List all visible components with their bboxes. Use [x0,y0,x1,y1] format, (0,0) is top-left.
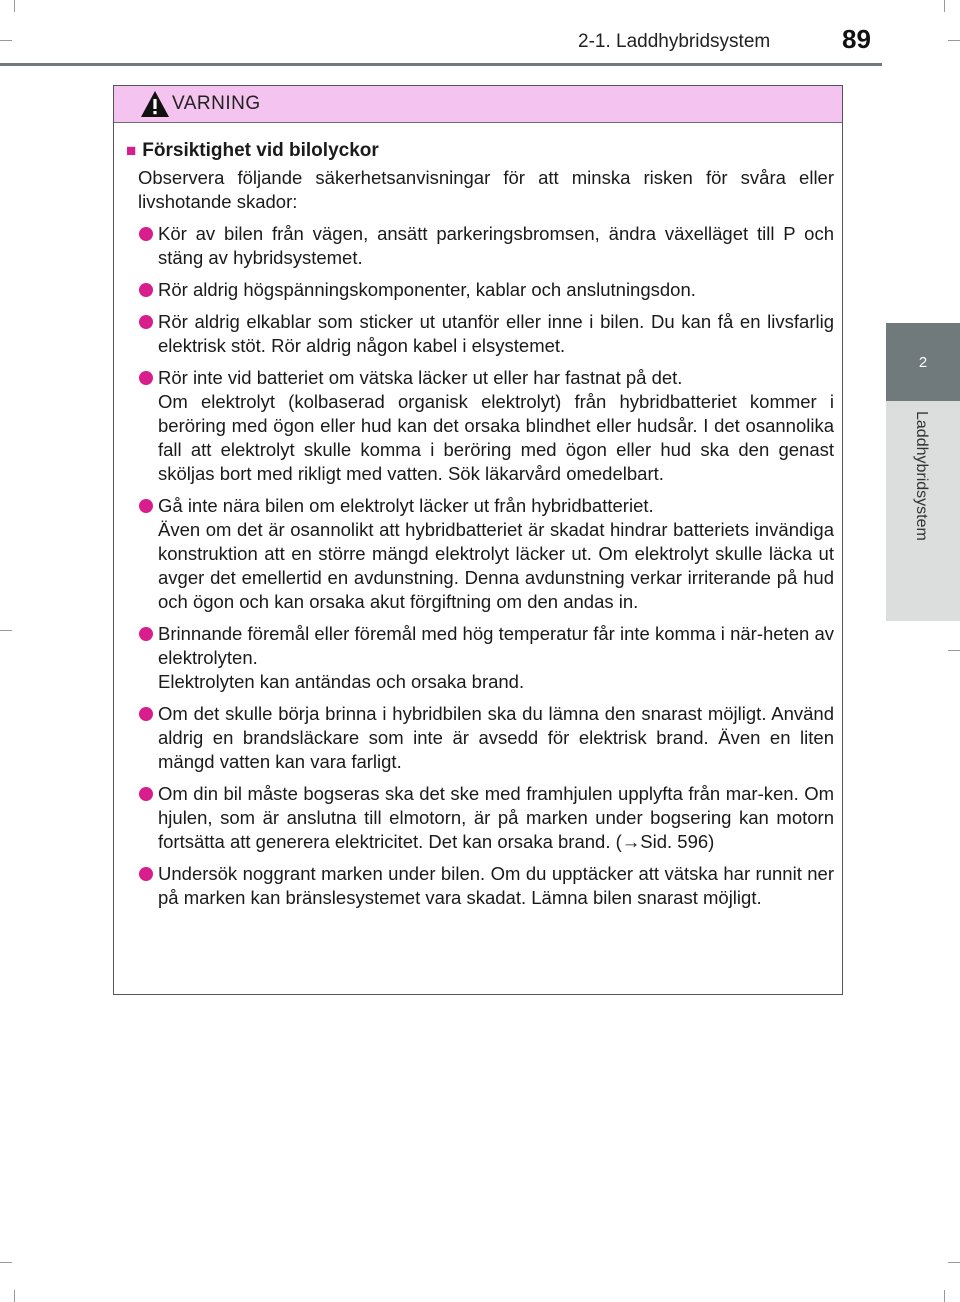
bullet-text: Elektrolyten kan antändas och orsaka brand. [158,671,525,692]
bullet-item [126,702,834,774]
bullet-item [126,310,834,358]
bullet-text: Kör av bilen från vägen, ansätt parkeringsbromsen, ändra växelläget till P och stäng av hybridsystemet. [158,223,834,268]
bullet-text: Rör inte vid batteriet om vätska läcker ut eller har fastnat på det. [158,367,683,388]
warning-label: VARNING [172,93,261,114]
bullet-text: Brinnande föremål eller föremål med hög temperatur får inte komma i när-heten av elektrolyten. [158,623,834,668]
bullet-text: Rör aldrig elkablar som sticker ut utanför eller inne i bilen. Du kan få en livsfarlig elektrisk stöt. Rör aldrig någon kabel i elsystemet. [158,311,834,356]
crop-mark [0,630,12,631]
bullet-item [126,622,834,694]
bullet-dot-icon [139,499,153,513]
crop-mark [0,1262,12,1263]
crop-mark [948,1262,960,1263]
bullet-item [126,366,834,486]
crop-mark [0,40,12,41]
bullet-dot-icon [139,227,153,241]
bullet-text: Undersök noggrant marken under bilen. Om du upptäcker att vätska har runnit ner på marken kan bränslesystemet vara skadat. Lämna bilen snarast möjligt. [158,863,834,908]
bullet-item [126,278,834,302]
bullet-dot-icon [139,371,153,385]
bullet-dot-icon [139,315,153,329]
chapter-title: Laddhybridsystem [913,411,930,541]
bullet-text: Om elektrolyt (kolbaserad organisk elektrolyt) från hybridbatteriet kommer i beröring med ögon eller hud kan det orsaka blindhet eller hudsår. I det osannolika fall att elektrolyt skulle komma i beröring med ögon eller hud ska den genast sköljas bort med rikligt med vatten. Sök läkarvård omedelbart. [158,391,834,484]
bullet-text: Om din bil måste bogseras ska det ske med framhjulen upplyfta från mar-ken. Om hjulen, som är anslutna till elmotorn, är på marken under bogsering kan motorn fortsätta att generera elektricitet. Det kan orsaka brand. (→Sid. 596) [158,783,834,852]
bullet-item [126,494,834,614]
warning-body [114,123,842,910]
bullet-dot-icon [139,707,153,721]
crop-mark [14,0,15,12]
square-bullet-icon: ■ [126,141,137,160]
page-number: 89 [842,24,871,54]
header-rule [0,63,882,66]
section-heading-text: Försiktighet vid bilolyckor [142,140,379,161]
crop-mark [14,1290,15,1302]
bullet-dot-icon [139,867,153,881]
chapter-number: 2 [918,353,928,371]
warning-header [114,86,842,123]
crop-mark [948,40,960,41]
chapter-tab [886,323,960,401]
intro-text: Observera följande säkerhetsanvisningar för att minska risken för svåra eller livshotande skador: [138,167,834,212]
crop-mark [944,1290,945,1302]
crop-mark [944,0,945,12]
bullet-list [126,222,834,910]
header-section-title: 2-1. Laddhybridsystem [578,31,771,52]
bullet-text: Även om det är osannolikt att hybridbatteriet är skadat hindrar batteriets invändiga konstruktion att en större mängd elektrolyt läcker ut. Om elektrolyt skulle läcka ut avger det emellertid en avdunstning. Denna avdunstning verkar irriterande på hud och ögon och kan orsaka akut förgiftning om den andas in. [158,519,834,612]
bullet-dot-icon [139,283,153,297]
bullet-item [126,782,834,854]
bullet-text: Om det skulle börja brinna i hybridbilen ska du lämna den snarast möjligt. Använd aldrig en brandsläckare som inte är avsedd för elektrisk brand. Även en liten mängd vatten kan vara farligt. [158,703,834,772]
bullet-text: Rör aldrig högspänningskomponenter, kablar och anslutningsdon. [158,279,696,300]
bullet-dot-icon [139,787,153,801]
warning-triangle-icon [140,90,170,118]
bullet-text: Gå inte nära bilen om elektrolyt läcker ut från hybridbatteriet. [158,495,654,516]
bullet-dot-icon [139,627,153,641]
warning-box [113,85,843,995]
bullet-item [126,222,834,270]
chapter-label-strip [886,401,960,621]
bullet-item [126,862,834,910]
section-heading [126,137,834,164]
crop-mark [948,650,960,651]
